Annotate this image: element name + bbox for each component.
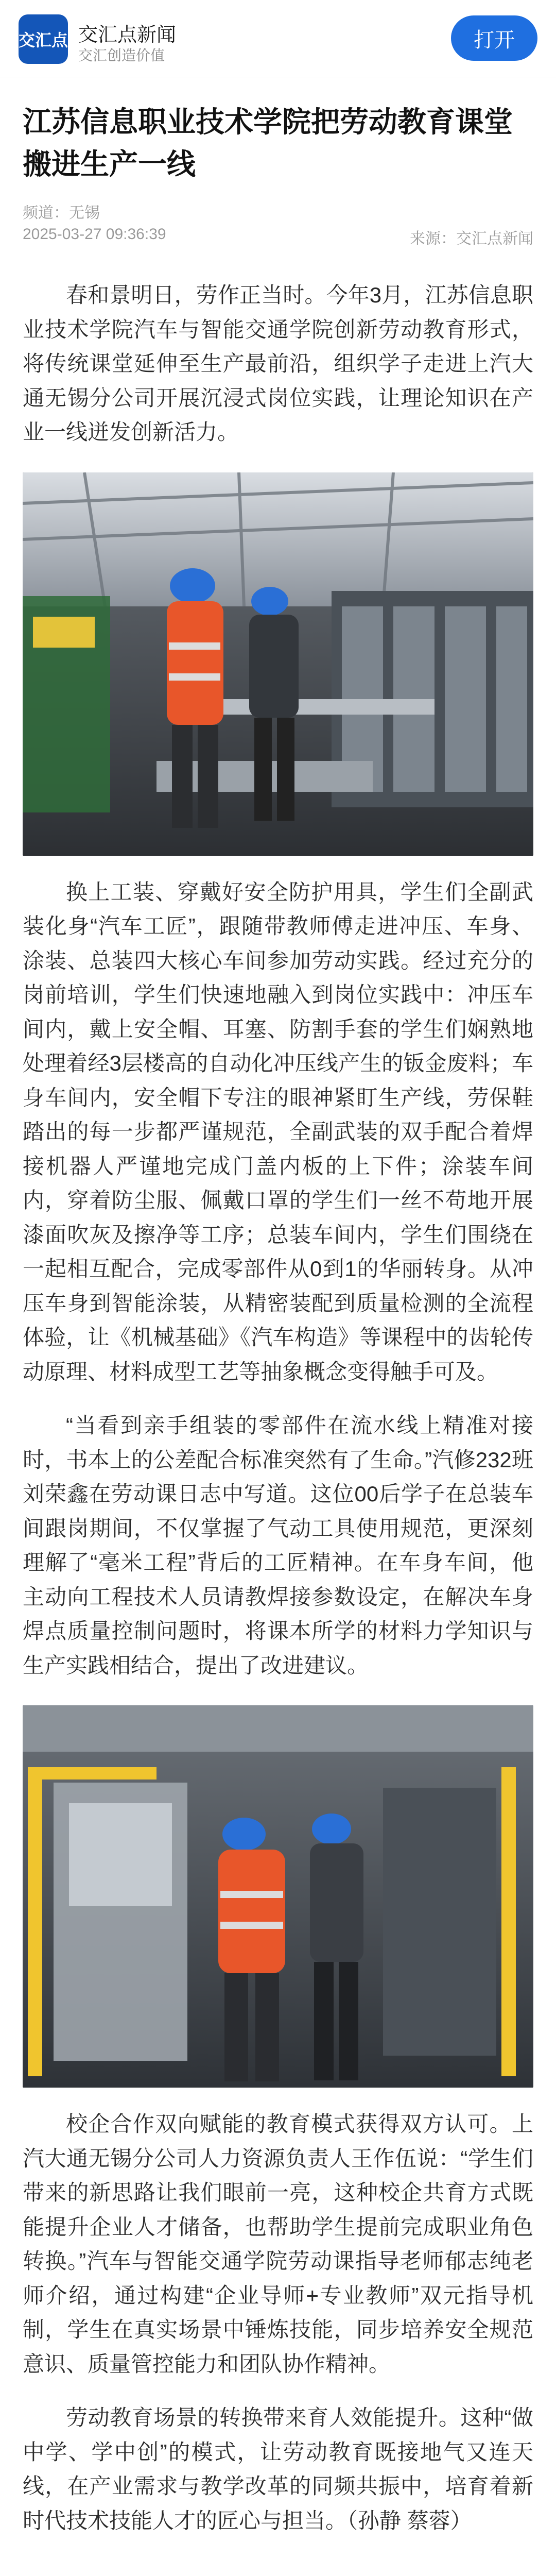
app-logo-text: 交汇点 bbox=[19, 30, 68, 50]
app-name: 交汇点新闻 bbox=[78, 24, 177, 46]
open-app-button[interactable]: 打开 bbox=[451, 15, 537, 61]
article-paragraph: 春和景明日，劳作正当时。今年3月，江苏信息职业技术学院汽车与智能交通学院创新劳动教育形式，将传统课堂延伸至生产最前沿，组织学子走进上汽大通无锡分公司开展沉浸式岗位实践，让理论知识在产业一线迸发创新活力。 bbox=[23, 283, 533, 444]
article-paragraph: 校企合作双向赋能的教育模式获得双方认可。上汽大通无锡分公司人力资源负责人王作伍说：“学生们带来的新思路让我们眼前一亮，这种校企共育方式既能提升企业人才储备，也帮助学生提前完成职业角色转换。”汽车与智能交通学院劳动课指导老师郁志纯老师介绍，通过构建“企业导师+专业教师”双元指导机制，学生在真实场景中锤炼技能，同步培养安全规范意识、质量管控能力和团队协作精神。 bbox=[23, 2112, 533, 2376]
article-channel: 频道：无锡 bbox=[23, 205, 100, 222]
article-source: 来源：交汇点新闻 bbox=[410, 230, 533, 247]
article-paragraph: 换上工装、穿戴好安全防护用具，学生们全副武装化身“汽车工匠”，跟随带教师傅走进冲压、车身、涂装、总装四大核心车间参加劳动实践。经过充分的岗前培训，学生们快速地融入到岗位实践中：冲压车间内，戴上安全帽、耳塞、防割手套的学生们娴熟地处理着经3层楼高的自动化冲压线产生的钣金废料；车身车间内，安全帽下专注的眼神紧盯生产线，劳保鞋踏出的每一步都严谨规范，全副武装的双手配合着焊接机器人严谨地完成门盖内板的上下件；涂装车间内，穿着防尘服、佩戴口罩的学生们一丝不苟地开展漆面吹灰及擦净等工序；总装车间内，学生们围绕在一起相互配合，完成零部件从0到1的华丽转身。从冲压车身到智能涂装，从精密装配到质量检测的全流程体验，让《机械基础》《汽车构造》等课程中的齿轮传动原理、材料成型工艺等抽象概念变得触手可及。 bbox=[23, 879, 533, 1384]
article-paragraph: “当看到亲手组装的零部件在流水线上精准对接时，书本上的公差配合标准突然有了生命。”汽修232班刘荣鑫在劳动课日志中写道。这位00后学子在总装车间跟岗期间，不仅掌握了气动工具使用规范，更深刻理解了“毫米工程”背后的工匠精神。在车身车间，他主动向工程技术人员请教焊接参数设定，在解决车身焊点质量控制问题时，将课本所学的材料力学知识与生产实践相结合，提出了改进建议。 bbox=[23, 1413, 533, 1677]
app-banner bbox=[0, 0, 556, 77]
app-logo-icon bbox=[19, 14, 68, 64]
article-photo bbox=[23, 472, 533, 856]
article-body bbox=[23, 101, 533, 2538]
article-paragraph: 劳动教育场景的转换带来育人效能提升。这种“做中学、学中创”的模式，让劳动教育既接地气又连天线，在产业需求与教学改革的同频共振中，培育着新时代技术技能人才的匠心与担当。（孙静 蔡蓉） bbox=[23, 2405, 533, 2533]
app-slogan: 交汇创造价值 bbox=[78, 47, 165, 63]
article-title: 江苏信息职业技术学院把劳动教育课堂搬进生产一线 bbox=[23, 106, 513, 180]
article-meta bbox=[23, 226, 533, 248]
article-photo bbox=[23, 1705, 533, 2088]
article-timestamp: 2025-03-27 09:36:39 bbox=[23, 226, 166, 243]
